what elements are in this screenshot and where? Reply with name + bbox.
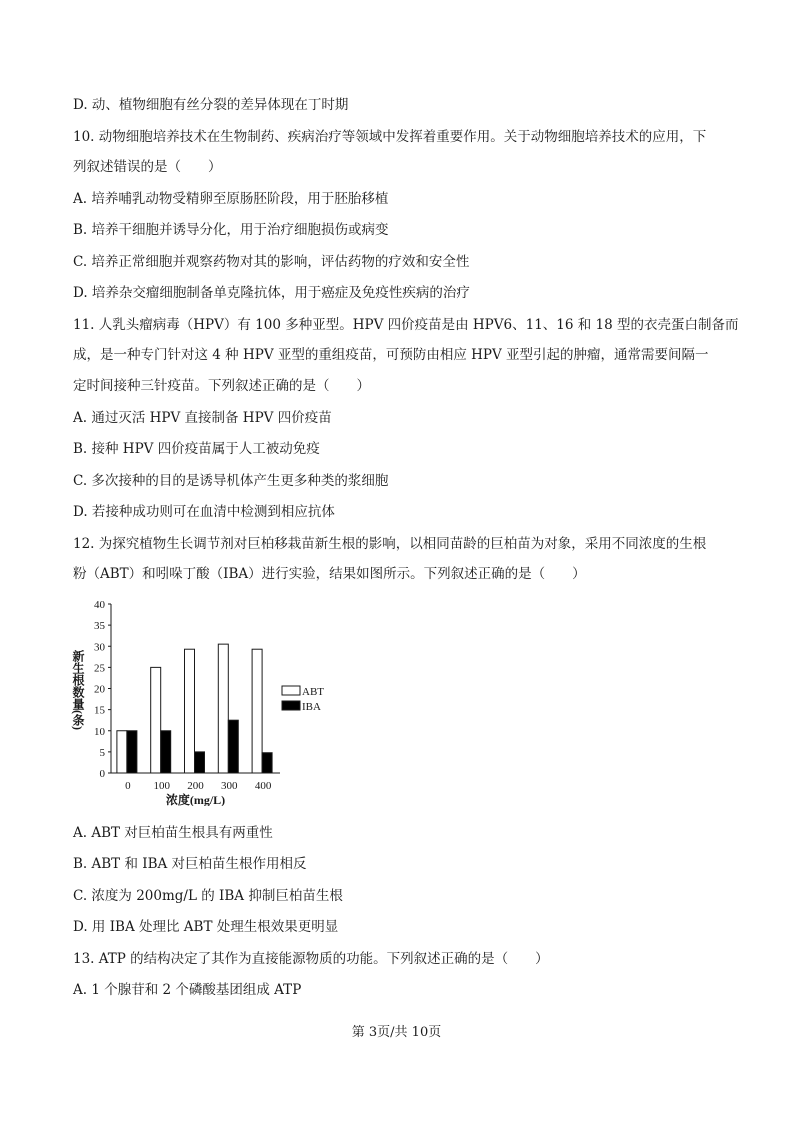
text-line: B. 接种 HPV 四价疫苗属于人工被动免疫 [73,441,320,457]
text-line: A. 通过灭活 HPV 直接制备 HPV 四价疫苗 [73,410,332,426]
bar-iba [195,752,205,773]
page-footer: 第 3页/共 10页 [351,1025,442,1040]
legend-swatch-abt [282,686,300,695]
text-line: 成，是一种专门针对这 4 种 HPV 亚型的重组疫苗，可预防由相应 HPV 亚型引起的肿瘤，通常需要间隔一 [73,347,709,363]
x-tick-label: 0 [125,780,131,792]
text-line: D. 动、植物细胞有丝分裂的差异体现在丁时期 [73,97,349,113]
bar-abt [185,649,195,773]
x-tick-label: 100 [153,780,170,792]
text-line: 粉（ABT）和吲哚丁酸（IBA）进行实验，结果如图所示。下列叙述正确的是（ ） [73,566,586,582]
text-line: D. 培养杂交瘤细胞制备单克隆抗体，用于癌症及免疫性疾病的治疗 [73,285,470,301]
y-axis-label: 新生根数量(条) [71,650,85,730]
y-tick-label: 15 [94,704,105,717]
y-tick-label: 25 [94,662,105,675]
text-line: B. 培养干细胞并诱导分化，用于治疗细胞损伤或病变 [73,222,389,238]
text-line: C. 多次接种的目的是诱导机体产生更多种类的浆细胞 [73,473,389,489]
x-tick-label: 200 [187,780,204,792]
text-line: B. ABT 和 IBA 对巨柏苗生根作用相反 [73,856,307,872]
legend-label-iba: IBA [302,701,321,713]
bar-abt [117,731,127,773]
y-tick-label: 20 [94,683,105,696]
text-line: D. 用 IBA 处理比 ABT 处理生根效果更明显 [73,919,339,935]
text-line: D. 若接种成功则可在血清中检测到相应抗体 [73,504,335,520]
text-line: A. 培养哺乳动物受精卵至原肠胚阶段，用于胚胎移植 [73,191,389,207]
text-line: A. 1 个腺苷和 2 个磷酸基团组成 ATP [73,982,302,998]
bar-iba [127,731,137,773]
y-tick-label: 10 [94,725,105,738]
text-line: 定时间接种三针疫苗。下列叙述正确的是（ ） [73,378,370,394]
y-tick-label: 0 [99,768,105,780]
text-line: C. 培养正常细胞并观察药物对其的影响，评估药物的疗效和安全性 [73,254,470,270]
legend-swatch-iba [282,701,300,710]
bar-chart [70,594,350,806]
text-line: A. ABT 对巨柏苗生根具有两重性 [73,825,273,841]
x-tick-label: 300 [221,780,238,792]
y-tick-label: 40 [94,599,105,611]
y-tick-label: 30 [94,641,105,654]
y-tick-label: 35 [94,620,105,633]
text-line: 12. 为探究植物生长调节剂对巨柏移栽苗新生根的影响，以相同苗龄的巨柏苗为对象，采用不同浓度的生根 [73,536,707,552]
text-line: 13. ATP 的结构决定了其作为直接能源物质的功能。下列叙述正确的是（ ） [73,951,549,967]
bar-abt [218,644,228,773]
text-line: C. 浓度为 200mg/L 的 IBA 抑制巨柏苗生根 [73,888,343,904]
bar-iba [161,731,171,773]
y-tick-label: 5 [99,746,105,759]
bar-abt [151,667,161,773]
legend-label-abt: ABT [302,686,324,698]
text-line: 11. 人乳头瘤病毒（HPV）有 100 多种亚型。HPV 四价疫苗是由 HPV6、11、16 和 18 型的衣壳蛋白制备而 [73,317,739,333]
x-axis-label: 浓度(mg/L) [165,793,226,806]
text-line: 列叙述错误的是（ ） [73,159,222,175]
text-line: 10. 动物细胞培养技术在生物制药、疾病治疗等领域中发挥着重要作用。关于动物细胞培养技术的应用，下 [73,129,707,145]
bar-iba [262,753,272,773]
bar-iba [228,720,238,773]
bar-abt [252,649,262,773]
x-tick-label: 400 [254,780,272,792]
